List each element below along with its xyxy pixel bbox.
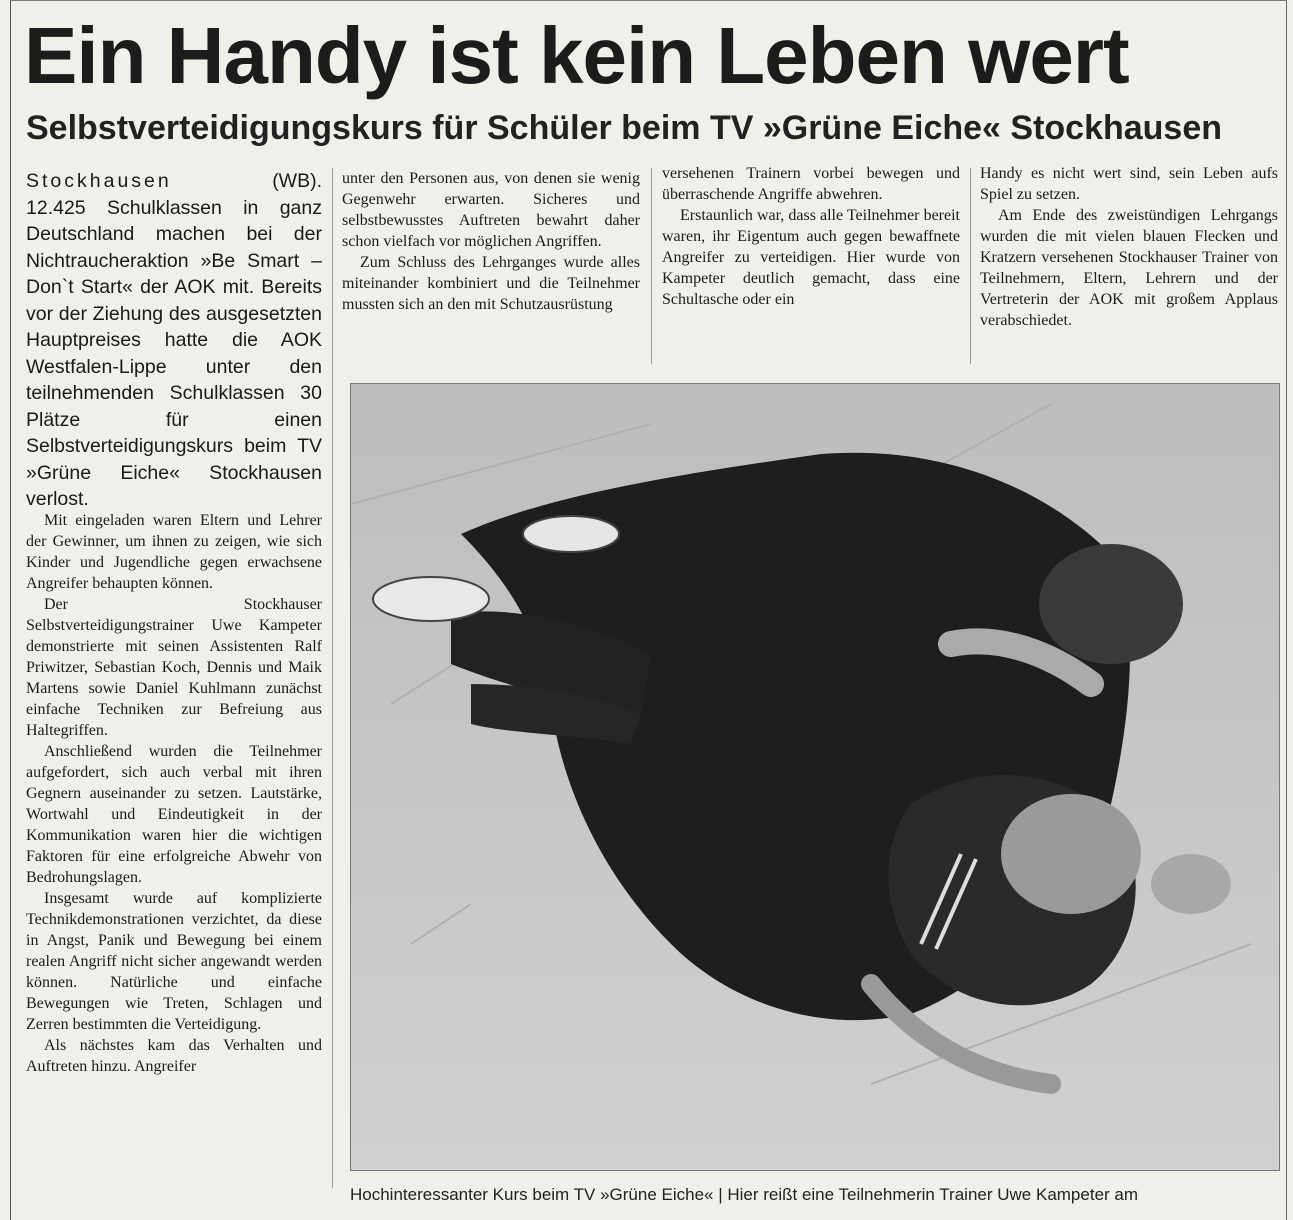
paragraph: Erstaunlich war, dass alle Teilnehmer bereit waren, ihr Eigentum auch gegen bewaffnete Angreifer zu verteidigen. Hier wurde von Kampeter deutlich gemacht, dass eine Schultasche oder ein <box>662 207 960 308</box>
column-rule <box>970 168 971 364</box>
paragraph: unter den Personen aus, von denen sie wenig Gegenwehr erwarten. Sicheres und selbstbewusstes Auftreten bewahrt daher schon vielfach vor möglichen Angriffen. <box>342 170 640 250</box>
paragraph: Anschließend wurden die Teilnehmer aufgefordert, sich auch verbal mit ihren Gegnern auseinander zu setzen. Lautstärke, Wortwahl und Eindeutigkeit in der Kommunikation waren hier die wichtigen Faktoren für eine erfolgreiche Abwehr von Bedrohungslagen. <box>26 743 322 886</box>
article-lead <box>26 168 322 513</box>
article-headline: Ein Handy ist kein Leben wert <box>24 11 1129 100</box>
column-1 <box>26 510 322 1200</box>
dateline: Stockhausen <box>26 170 172 192</box>
lead-text: 12.425 Schulklassen in ganz Deutschland machen bei der Nichtraucheraktion »Be Smart – Don`t Start« der AOK mit. Bereits vor der Ziehung des ausgesetzten Hauptpreises hatte die AOK Westfalen-Lippe unter den teilnehmenden Schulklassen 30 Plätze für einen Selbstverteidigungskurs beim TV »Grüne Eiche« Stockhausen verlost. <box>26 196 322 510</box>
article-photo <box>350 383 1280 1171</box>
paragraph: versehenen Trainern vorbei bewegen und überraschende Angriffe abwehren. <box>662 165 960 203</box>
column-rule <box>332 168 333 1188</box>
paragraph: Zum Schluss des Lehrganges wurde alles miteinander kombiniert und die Teilnehmer mussten sich an den mit Schutzausrüstung <box>342 254 640 313</box>
photo-illustration <box>351 384 1279 1170</box>
source-tag: (WB). <box>272 170 323 192</box>
paragraph: Handy es nicht wert sind, sein Leben aufs Spiel zu setzen. <box>980 165 1278 203</box>
paragraph: Am Ende des zweistündigen Lehrgangs wurden die mit vielen blauen Flecken und Kratzern versehenen Stockhauser Trainer von Teilnehmern, Eltern, Lehrern und der Vertreterin der AOK mit großem Applaus verabschiedet. <box>980 207 1278 329</box>
photo-caption: Hochinteressanter Kurs beim TV »Grüne Eiche« | Hier reißt eine Teilnehmerin Trainer Uwe Kampeter am <box>350 1185 1139 1204</box>
column-rule <box>651 168 652 364</box>
paragraph: Als nächstes kam das Verhalten und Auftreten hinzu. Angreifer <box>26 1037 322 1075</box>
paragraph: Der Stockhauser Selbstverteidigungstrainer Uwe Kampeter demonstrierte mit seinen Assistenten Ralf Priwitzer, Sebastian Koch, Dennis und Maik Martens sowie Daniel Kuhlmann zunächst einfache Techniken zur Befreiung aus Haltegriffen. <box>26 596 322 739</box>
column-2 <box>342 168 640 368</box>
paragraph: Mit eingeladen waren Eltern und Lehrer der Gewinner, um ihnen zu zeigen, wie sich Kinder und Jugendliche gegen erwachsene Angreifer behaupten können. <box>26 512 322 592</box>
column-3 <box>662 163 960 363</box>
clipping-border-left <box>10 0 11 1220</box>
paragraph: Insgesamt wurde auf komplizierte Technikdemonstrationen verzichtet, da diese in Angst, Panik und Bewegung bei einem realen Angriff nicht sicher angewandt werden können. Natürliche und einfache Bewegungen wie Treten, Schlagen und Zerren bestimmten die Verteidigung. <box>26 890 322 1033</box>
column-4 <box>980 163 1278 363</box>
article-subheadline: Selbstverteidigungskurs für Schüler beim TV »Grüne Eiche« Stockhausen <box>26 109 1223 147</box>
clipping-border-top <box>10 0 1287 1</box>
clipping-border-right <box>1286 0 1287 1220</box>
